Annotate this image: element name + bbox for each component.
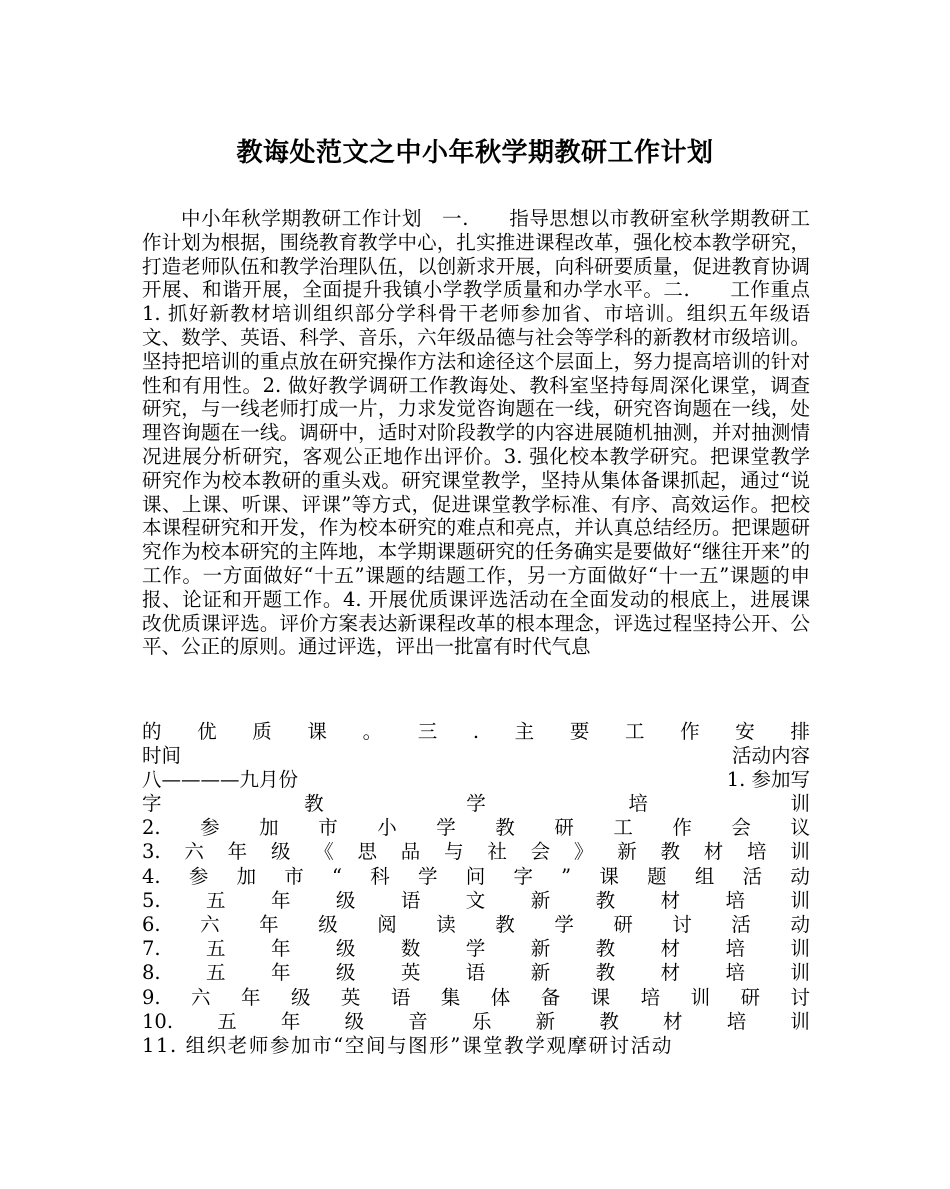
list-item-char: 社 [487, 840, 507, 864]
list-item-char: 动 [790, 913, 810, 936]
list-item-char: 英 [340, 985, 361, 1009]
list-item-char: 文 [465, 888, 486, 912]
list-item-char: 加 [259, 816, 279, 840]
list-item-char: 培 [628, 792, 648, 815]
list-item-char: 材 [660, 937, 681, 961]
list-item-char: 讨 [790, 985, 810, 1009]
list-item-char: 级 [335, 961, 356, 985]
list-item-char: 数 [400, 937, 421, 961]
list-item-number: 9. [142, 985, 161, 1009]
list-item-char: 教 [304, 792, 324, 815]
list-item-char: 教 [595, 961, 616, 985]
list-item-char: 五 [206, 961, 226, 985]
list-item-char: 年 [270, 961, 291, 985]
list-item-char: 学 [417, 864, 438, 888]
list-item-number: 8. [142, 961, 161, 985]
section3-line [142, 720, 810, 744]
list-item-number: 7. [142, 937, 161, 961]
list-item-char: 级 [318, 913, 338, 936]
list-item-char: 年 [241, 985, 261, 1009]
list-item-char: 训 [790, 840, 810, 864]
list-item-char: 品 [400, 840, 421, 864]
list-item [142, 889, 810, 913]
list-item-char: 科 [370, 864, 390, 888]
list-item-char: 集 [440, 985, 461, 1009]
list-item-char: 新 [530, 937, 551, 961]
list-item-char: 培 [747, 840, 767, 864]
list-item-char: 年 [227, 840, 248, 864]
body-paragraph [142, 207, 810, 659]
row-first-item: 1. 参加写 [726, 768, 810, 791]
list-item-char: 语 [390, 985, 411, 1009]
list-item-number: 3. [142, 840, 161, 864]
list-item-char: 字 [142, 792, 162, 815]
list-item-char: 阅 [377, 913, 397, 936]
list-item-char: 议 [790, 816, 810, 840]
list-item-char: 训 [790, 937, 810, 961]
list-item-char: 教 [660, 840, 680, 864]
list-item-char: 备 [540, 985, 561, 1009]
spread-char: 优 [197, 720, 217, 743]
list-item-char: 组 [694, 864, 715, 888]
list-item-char: 乐 [471, 1009, 492, 1033]
list-item-char: 体 [490, 985, 511, 1009]
list-item-char: 教 [599, 1009, 619, 1033]
list-item-char: 《 [314, 840, 334, 864]
list-item-char: 培 [726, 1009, 747, 1033]
list-item-char: 级 [335, 888, 356, 912]
list-item [142, 816, 810, 840]
list-item-char: 市 [284, 864, 304, 888]
list-item-char: 思 [357, 840, 378, 864]
spread-char: 三 [417, 720, 438, 743]
list-item-char: 训 [790, 792, 810, 815]
list-item-char: 训 [790, 1009, 810, 1033]
list-item-char: 作 [672, 816, 692, 840]
spread-char: 要 [569, 720, 590, 743]
list-item-char: 讨 [672, 913, 692, 936]
list-item-number: 4. [142, 864, 161, 888]
list-item-char: 课 [599, 864, 619, 888]
list-item-char: 》 [573, 840, 594, 864]
list-item-char: 参 [200, 816, 220, 840]
list-item-char: 五 [217, 1009, 237, 1033]
list-item-char: 教 [495, 816, 515, 840]
list-item-char: 市 [318, 816, 338, 840]
list-item-char: 参 [188, 864, 209, 888]
list-item-char: 材 [660, 961, 681, 985]
list-item-last: 11. 组织老师参加市“空间与图形”课堂教学观摩研讨活动 [142, 1034, 673, 1057]
list-item-char: 活 [731, 913, 751, 936]
table-row-time [142, 768, 810, 792]
table-header-content: 活动内容 [731, 744, 810, 767]
spread-char: 安 [735, 720, 755, 743]
list-item-number: 5. [142, 888, 161, 912]
list-item-char: 训 [690, 985, 711, 1009]
list-item-char: 课 [590, 985, 611, 1009]
list-item-char: 年 [270, 888, 291, 912]
list-item-char: 级 [335, 937, 356, 961]
list-item-char: 教 [595, 888, 616, 912]
list-item-char: “ [332, 864, 343, 888]
list-item-char: 会 [530, 840, 551, 864]
list-item-char: 培 [725, 937, 746, 961]
list-item-char: 研 [613, 913, 633, 936]
list-item-char: 五 [206, 888, 226, 912]
list-item-char: 材 [703, 840, 724, 864]
paragraph-text: 中小年秋学期教研工作计划 一. 指导思想以市教研室秋学期教研工作计划为根据，围绕教育教学中心，扎实推进课程改革，强化校本教学研究，打造老师队伍和教学治理队伍，以创新求开展，向科研要质量，促进教育协调开展、和谐开展，全面提升我镇小学教学质量和办学水平。二. 工作重点 1. 抓好新教材培训组织部分学科骨干老师参加省、市培训。组织五年级语文、数学、英语、科学、音乐，六年级品德与社会等学科的新教材市级培训。坚持把培训的重点放在研究操作方法和途径这个层面上，努力提高培训的针对性和有用性。2. 做好教学调研工作教诲处、教科室坚持每周深化课堂，调查研究，与一线老师打成一片，力求发觉咨询题在一线，研究咨询题在一线，处理咨询题在一线。调研中，适时对阶段教学的内容进展随机抽测，并对抽测情况进展分析研究，客观公正地作出评价。3. 强化校本教学研究。把课堂教学研究作为校本教研的重头戏。研究课堂教学，坚持从集体备课抓起，通过“说课、上课、听课、评课”等方式，促进课堂教学标准、有序、高效运作。把校本课程研究和开发，作为校本研究的难点和亮点，并认真总结经历。把课题研究作为校本研究的主阵地，本学期课题研究的任务确实是要做好“继往开来”的工作。一方面做好“十五”课题的结题工作，另一方面做好“十一五”课题的申报、论证和开题工作。4. 开展优质课评选活动在全面发动的根底上，进展课改优质课评选。评价方案表达新课程改革的根本理念，评选过程坚持公开、公平、公正的原则。通过评选，评出一批富有时代气息 [142, 207, 810, 659]
spread-char: 质 [252, 720, 272, 743]
list-item-char: 培 [640, 985, 661, 1009]
list-item-char: 教 [595, 937, 616, 961]
list-item-char: 新 [530, 888, 551, 912]
list-item-char: 学 [466, 792, 486, 815]
spread-char: 的 [142, 720, 162, 743]
list-item-number: 2. [142, 816, 161, 840]
list-item-char: 语 [400, 888, 421, 912]
list-item-char: 教 [495, 913, 515, 936]
list-item-char: 六 [184, 840, 204, 864]
list-item-char: 级 [290, 985, 311, 1009]
list-item-char: 年 [280, 1009, 301, 1033]
list-item-char: 级 [270, 840, 291, 864]
list-item-char: 小 [377, 816, 397, 840]
list-item-number: 6. [142, 913, 161, 936]
list-item-char: 年 [259, 913, 279, 936]
list-item-char: 新 [617, 840, 637, 864]
list-item-char: 六 [191, 985, 211, 1009]
spread-char: 工 [624, 720, 645, 743]
table-header-row [142, 744, 810, 768]
document-title: 教诲处范文之中小年秋学期教研工作计划 [236, 138, 714, 168]
list-item-char: 动 [790, 864, 810, 888]
list-item-char: 问 [465, 864, 486, 888]
list-item-char: 研 [554, 816, 574, 840]
list-item-char: 培 [725, 888, 746, 912]
list-item-char: 新 [535, 1009, 556, 1033]
list-item-char: 五 [206, 937, 226, 961]
list-item [142, 865, 810, 889]
list-item-char: 字 [513, 864, 533, 888]
list-item-char: 读 [436, 913, 456, 936]
list-item-char: 培 [725, 961, 746, 985]
list-item-char: ” [561, 864, 572, 888]
list-item-char: 材 [663, 1009, 683, 1033]
list-item [142, 937, 810, 961]
spread-char: . [472, 720, 480, 743]
list-item-char: 英 [400, 961, 421, 985]
list-item-char: 与 [444, 840, 464, 864]
list-item [142, 840, 810, 864]
row-time-label: 八————九月份 [142, 768, 299, 791]
list-item-char: 材 [660, 888, 681, 912]
spread-char: 。 [362, 720, 383, 743]
list-item-char: 学 [465, 937, 486, 961]
table-header-time: 时间 [142, 744, 182, 767]
list-item-char: 训 [790, 961, 810, 985]
list-item-char: 活 [742, 864, 763, 888]
list-item-char: 学 [436, 816, 456, 840]
list-item [142, 961, 810, 985]
list-item-char: 研 [740, 985, 761, 1009]
list-item-char: 音 [408, 1009, 428, 1033]
list-item-char: 语 [465, 961, 486, 985]
list-item [142, 1010, 810, 1034]
list-item-char: 题 [647, 864, 667, 888]
list-item-char: 学 [554, 913, 574, 936]
list-item-char: 级 [344, 1009, 365, 1033]
list-item [142, 913, 810, 937]
list-item-number: 10. [142, 1009, 174, 1033]
list-item-char: 新 [530, 961, 551, 985]
spread-char: 课 [307, 720, 327, 743]
spread-char: 排 [790, 720, 810, 743]
list-item [142, 792, 810, 816]
list-item [142, 986, 810, 1010]
list-item-char: 工 [613, 816, 633, 840]
list-item-char: 会 [731, 816, 751, 840]
list-item-char: 加 [236, 864, 257, 888]
list-item-char: 年 [270, 937, 291, 961]
list-item-char: 训 [790, 888, 810, 912]
spread-char: 主 [514, 720, 535, 743]
list-item-char: 六 [200, 913, 220, 936]
spread-char: 作 [680, 720, 700, 743]
